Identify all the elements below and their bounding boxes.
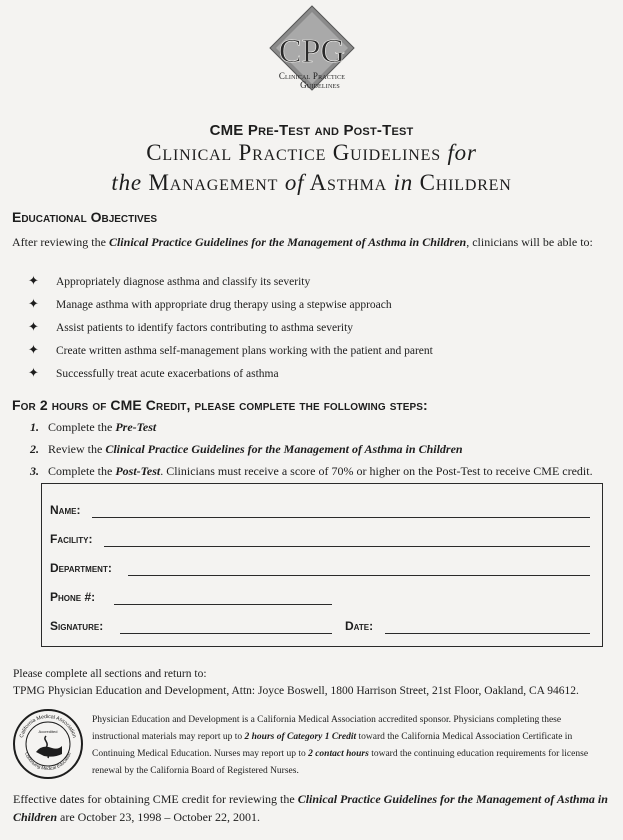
signature-field[interactable]	[120, 633, 332, 634]
step-pre: Review the	[48, 442, 106, 456]
objective-text: Successfully treat acute exacerbations of asthma	[56, 368, 279, 380]
bullet-icon: ✦	[28, 342, 39, 357]
seal-center-text: Accredited	[38, 729, 58, 734]
step-post: . Clinicians must receive a score of 70% or higher on the Post-Test to receive CME credit.	[160, 464, 593, 478]
document-title-line2	[0, 170, 623, 196]
list-item	[28, 274, 433, 297]
department-field[interactable]	[128, 575, 590, 576]
title-in: in	[393, 170, 414, 195]
objectives-heading: Educational Objectives	[12, 209, 158, 225]
facility-field[interactable]	[104, 546, 590, 547]
objectives-list	[28, 274, 433, 389]
seal-ring-text: California Medical Association	[18, 713, 78, 739]
objective-text: Appropriately diagnose asthma and classify its severity	[56, 276, 311, 288]
step-number: 2.	[30, 442, 39, 456]
step-bold: Post-Test	[115, 464, 161, 478]
logo-caption	[250, 72, 374, 90]
logo-caption-line2: Guidelines	[300, 80, 340, 90]
step-number: 3.	[30, 464, 39, 478]
document-title-line1	[0, 140, 623, 166]
dates-pre: Effective dates for obtaining CME credit for reviewing the	[13, 792, 298, 806]
seal-bottom-text: Continuing Medical Education	[24, 751, 72, 772]
logo-letters: CPG	[278, 33, 346, 70]
sponsor-text-2: toward the California Medical Association Certificate in Continuing Medical Education. Nurses may report up to	[92, 732, 573, 759]
list-item	[28, 297, 433, 320]
date-label: Date:	[345, 619, 374, 633]
logo-caption-line1: Clinical Practice	[278, 71, 346, 81]
step-bold: Clinical Practice Guidelines for the Management of Asthma in Children	[105, 442, 463, 456]
sponsor-statement	[92, 712, 606, 780]
return-instructions: Please complete all sections and return to:	[13, 668, 207, 680]
effective-dates	[13, 790, 613, 826]
sponsor-bold-2: 2 contact hours	[308, 749, 369, 759]
list-item	[30, 419, 593, 441]
list-item	[30, 463, 593, 485]
sponsor-text-1: Physician Education and Development is a California Medical Association accredited sponsor. Physicians completing these instructional materials may report up to	[92, 715, 562, 742]
intro-pre: After reviewing the	[12, 235, 109, 249]
steps-heading: For 2 hours of CME Credit, please complete the following steps:	[12, 397, 428, 413]
sponsor-bold-1: 2 hours of Category 1 Credit	[244, 732, 357, 742]
steps-list	[30, 419, 593, 485]
list-item	[28, 366, 433, 389]
title-children: Children	[419, 170, 512, 195]
bullet-icon: ✦	[28, 319, 39, 334]
phone-label: Phone #:	[50, 590, 96, 604]
title-management: Management	[148, 170, 279, 195]
date-field[interactable]	[385, 633, 590, 634]
list-item	[28, 343, 433, 366]
phone-field[interactable]	[114, 604, 332, 605]
bullet-icon: ✦	[28, 365, 39, 380]
step-number: 1.	[30, 420, 39, 434]
dates-bold: Clinical Practice Guidelines for the Management of Asthma in Children	[13, 792, 608, 824]
return-address: TPMG Physician Education and Development, Attn: Joyce Boswell, 1800 Harrison Street, 21st Floor, Oakland, CA 94612.	[13, 685, 579, 697]
sponsor-text-3: toward the continuing education requirements for license renewal by the California Board of Registered Nurses.	[92, 749, 589, 776]
facility-label: Facility:	[50, 532, 93, 546]
signature-label: Signature:	[50, 619, 104, 633]
name-label: Name:	[50, 503, 81, 517]
pretest-heading: CME Pre-Test and Post-Test	[209, 122, 414, 139]
bullet-icon: ✦	[28, 296, 39, 311]
objectives-intro	[12, 232, 612, 252]
title-asthma: Asthma	[309, 170, 388, 195]
dates-post: are October 23, 1998 – October 22, 2001.	[57, 810, 260, 824]
intro-post: , clinicians will be able to:	[466, 235, 593, 249]
objective-text: Manage asthma with appropriate drug therapy using a stepwise approach	[56, 299, 392, 311]
title-of: of	[284, 170, 305, 195]
step-pre: Complete the	[48, 420, 116, 434]
bullet-icon: ✦	[28, 273, 39, 288]
list-item	[30, 441, 593, 463]
title-for: for	[447, 140, 477, 165]
cma-accreditation-seal	[12, 708, 84, 780]
title-the: the	[111, 170, 142, 195]
department-label: Department:	[50, 561, 112, 575]
name-field[interactable]	[92, 517, 590, 518]
step-bold: Pre-Test	[115, 420, 157, 434]
title-clinical-practice-guidelines: Clinical Practice Guidelines	[146, 140, 441, 165]
registration-form	[41, 483, 603, 647]
objective-text: Create written asthma self-management plans working with the patient and parent	[56, 345, 433, 357]
step-pre: Complete the	[48, 464, 116, 478]
list-item	[28, 320, 433, 343]
objective-text: Assist patients to identify factors contributing to asthma severity	[56, 322, 354, 334]
intro-title: Clinical Practice Guidelines for the Management of Asthma in Children	[108, 235, 467, 249]
